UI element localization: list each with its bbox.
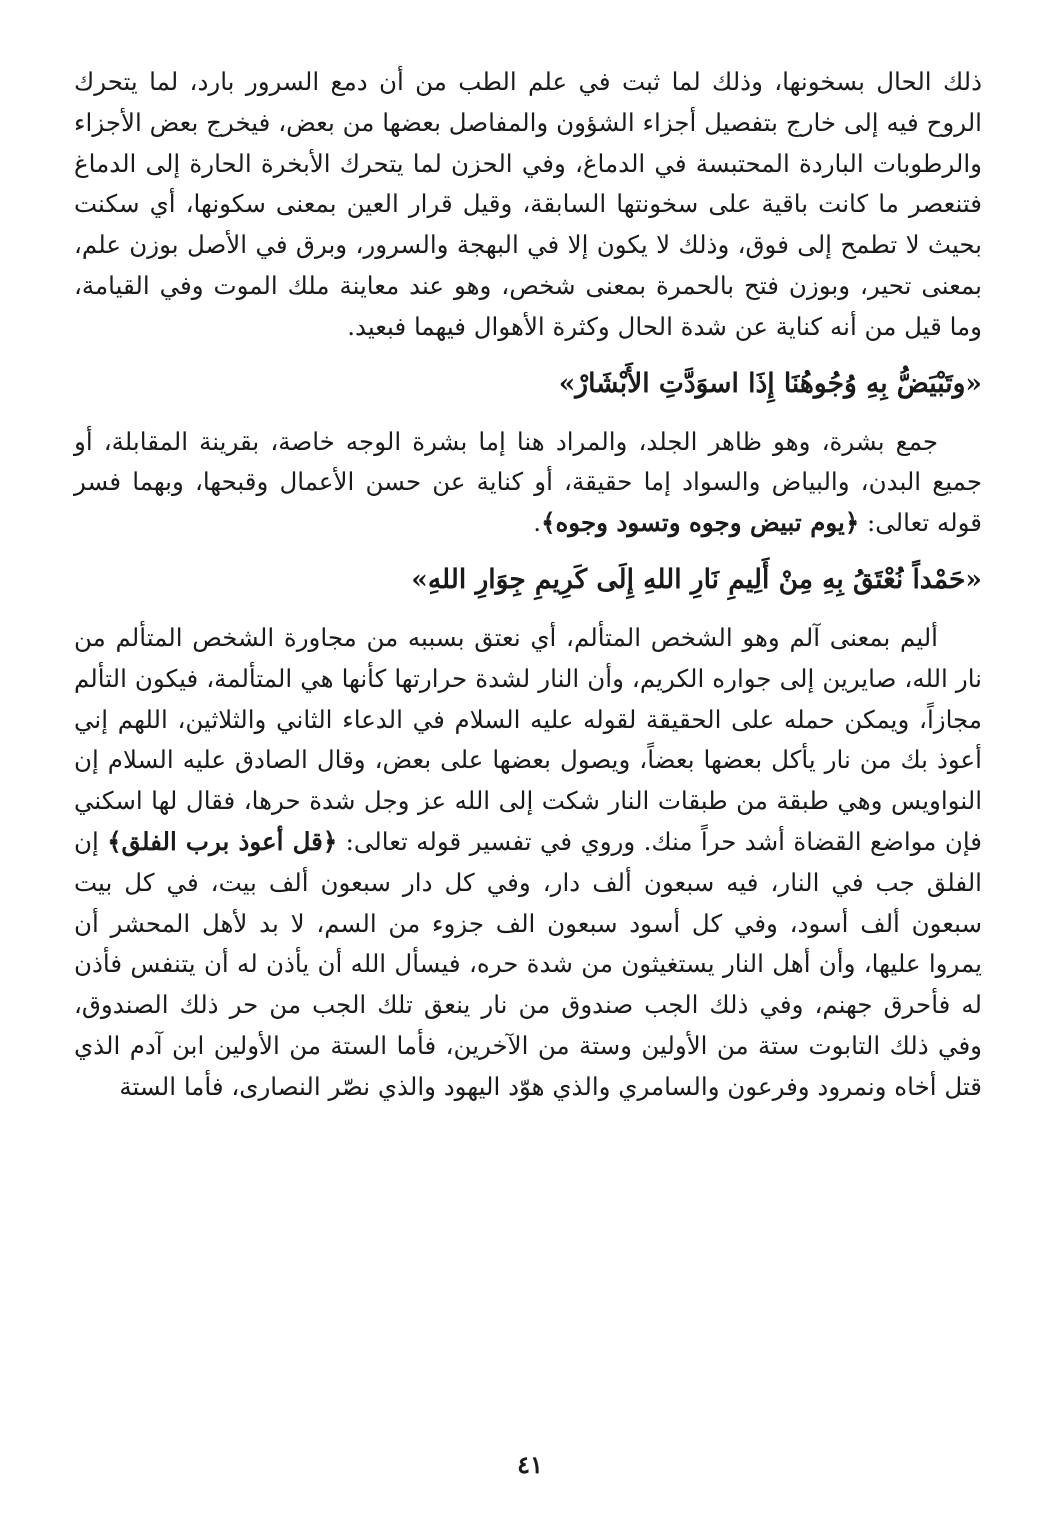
heading-verse-1: «وتَبْيَضُّ بِهِ وُجُوهُنَا إِذَا اسوَدَّتِ الأَبْشَارْ» <box>558 367 982 399</box>
page-number: ٤١ <box>517 1450 543 1479</box>
paragraph-bashara-text: جمع بشرة، وهو ظاهر الجلد، والمراد هنا إما بشرة الوجه خاصة، بقرينة المقابلة، أو جميع البدن، والبياض والسواد إما حقيقة، أو كناية عن حسن الأعمال وقبحها، وبهما فسر قوله تعالى: <box>74 426 982 538</box>
paragraph-alim-text: أليم بمعنى آلم وهو الشخص المتألم، أي نعتق بسببه من مجاورة الشخص المتألم من نار الله، صايرين إلى جواره الكريم، وأن النار لشدة حرارتها كأنها هي المتألمة، فيكون التألم مجازاً، ويمكن حمله على الحقيقة لقوله عليه السلام في الدعاء الثاني والثلاثين، اللهم إني أعوذ بك من نار يأكل بعضها بعضاً، ويصول بعضها على بعض، وقال الصادق عليه السلام إن النواويس وهي طبقة من طبقات النار شكت إلى الله عز وجل شدة حرها، فقال لها اسكني فإن مواضع القضاة أشد حراً منك. وروي في تفسير قوله تعالى: <box>74 622 982 856</box>
paragraph-intro: ذلك الحال بسخونها، وذلك لما ثبت في علم الطب من أن دمع السرور بارد، لما يتحرك الروح فيه إلى خارج بتفصيل أجزاء الشؤون والمفاصل بعضها من بعض، فيخرج بعض الأجزاء والرطوبات الباردة المحتبسة في الدماغ، وفي الحزن لما يتحرك الأبخرة الحارة إلى الدماغ فتنعصر ما كانت باقية على سخونتها السابقة، وقيل قرار العين بمعنى سكونها، أي سكنت بحيث لا تطمح إلى فوق، وذلك لا يكون إلا في البهجة والسرور، وبرق في الأصل بوزن علم، بمعنى تحير، وبوزن فتح بالحمرة بمعنى شخص، وهو عند معاينة ملك الموت وفي القيامة، وما قيل من أنه كناية عن شدة الحال وكثرة الأهوال فيهما فبعيد. <box>74 67 982 341</box>
quran-quote-1: ﴿يوم تبيض وجوه وتسود وجوه﴾ <box>541 508 860 538</box>
paragraph-bashara-end: . <box>533 508 542 538</box>
paragraph-bashara <box>74 422 982 544</box>
document-page <box>74 62 982 1442</box>
paragraph-alim <box>74 618 982 1108</box>
quran-quote-2: ﴿قل أعوذ برب الفلق﴾ <box>107 826 338 856</box>
paragraph-alim-rest: إن الفلق جب في النار، فيه سبعون ألف دار، وفي كل دار سبعون ألف بيت، في كل بيت سبعون ألف أسود، وفي كل أسود سبعون الف جزوء من السم، لا بد لأهل المحشر أن يمروا عليها، وأن أهل النار يستغيثون من شدة حره، فيسأل الله أن يأذن له أن يتنفس فأذن له فأحرق جهنم، وفي ذلك الجب صندوق من نار ينعق تلك الجب من حر ذلك الصندوق، وفي ذلك التابوت ستة من الأولين وستة من الآخرين، فأما الستة من الأولين ابن آدم الذي قتل أخاه ونمرود وفرعون والسامري والذي هوّد اليهود والذي نصّر النصارى، فأما الستة <box>74 826 982 1101</box>
heading-verse-2: «حَمْداً نُعْتَقُ بِهِ مِنْ أَلِيمِ نَارِ اللهِ إِلَى كَرِيمِ جِوَارِ اللهِ» <box>411 563 982 595</box>
